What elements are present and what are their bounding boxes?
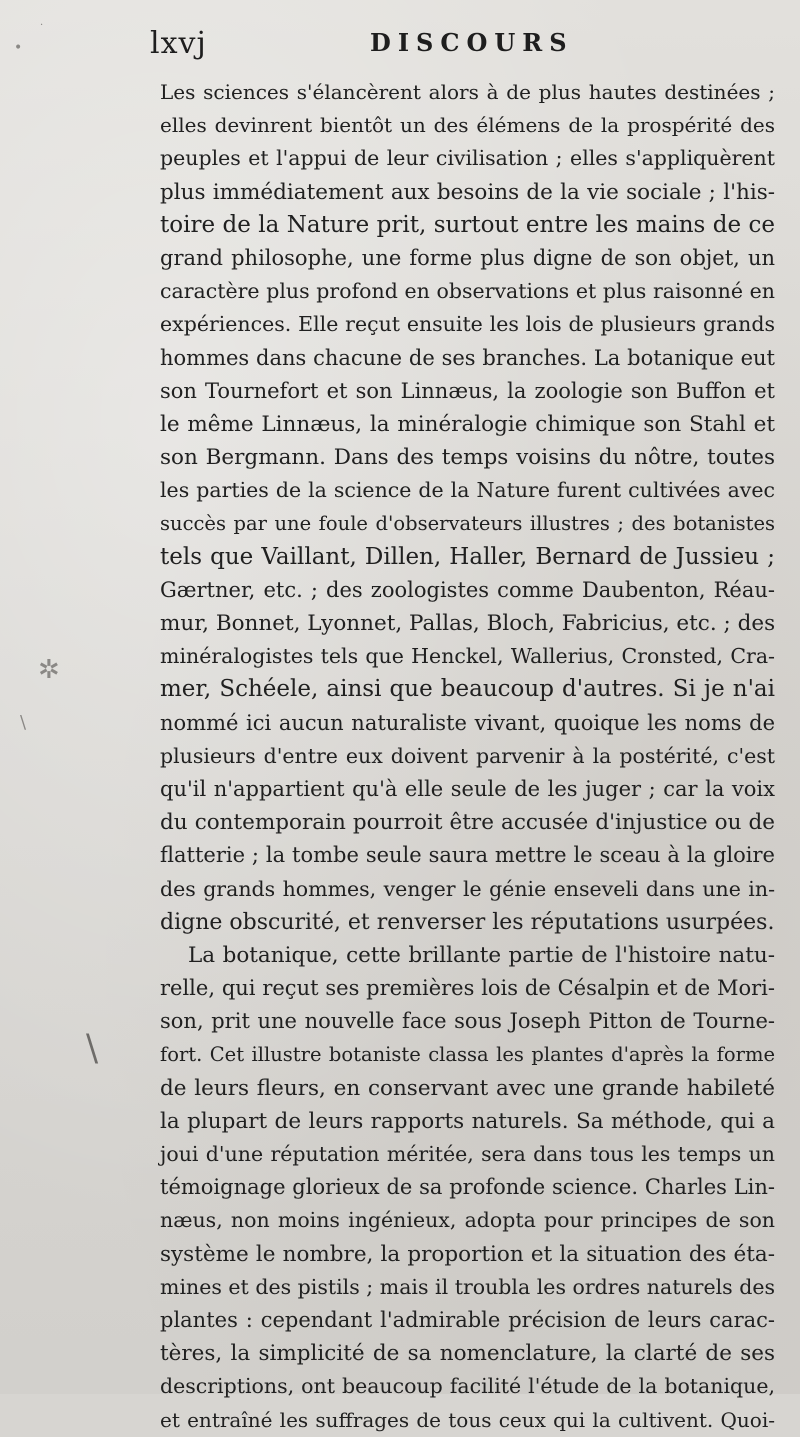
text-line: minéralogistes tels que Henckel, Wallerius, Cronsted, Cra- (160, 644, 775, 669)
text-line: tels que Vaillant, Dillen, Haller, Bernard de Jussieu ; (160, 543, 775, 570)
text-line: plus immédiatement aux besoins de la vie sociale ; l'his- (160, 179, 775, 205)
margin-mark-dot: • (14, 40, 23, 56)
paragraph-2 (160, 939, 775, 1437)
text-line: elles devinrent bientôt un des élémens de la prospérité des (160, 113, 775, 138)
body-text (160, 76, 775, 1437)
text-line: nommé ici aucun naturaliste vivant, quoique les noms de (160, 710, 775, 735)
margin-mark-stroke: \ (20, 712, 27, 733)
text-line: fort. Cet illustre botaniste classa les plantes d'après la forme (160, 1043, 775, 1067)
text-line: mines et des pistils ; mais il troubla les ordres naturels des (160, 1274, 775, 1299)
text-line: relle, qui reçut ses premières lois de Césalpin et de Mori- (160, 976, 775, 1001)
text-line: Gærtner, etc. ; des zoologistes comme Daubenton, Réau- (160, 577, 775, 602)
text-line: qu'il n'appartient qu'à elle seule de les juger ; car la voix (160, 776, 775, 801)
text-line: næus, non moins ingénieux, adopta pour principes de son (160, 1208, 775, 1233)
text-line: peuples et l'appui de leur civilisation ; elles s'appliquèrent (160, 146, 775, 171)
text-line: digne obscurité, et renverser les réputations usurpées. (160, 909, 775, 935)
text-line: de leurs fleurs, en conservant avec une grande habileté (160, 1075, 775, 1101)
text-line: son Tournefort et son Linnæus, la zoologie son Buffon et (160, 378, 775, 403)
margin-mark-dot: · (40, 20, 44, 31)
text-line: le même Linnæus, la minéralogie chimique son Stahl et (160, 411, 775, 437)
text-line: expériences. Elle reçut ensuite les lois de plusieurs grands (160, 312, 775, 337)
text-line: son, prit une nouvelle face sous Joseph Pitton de Tourne- (160, 1009, 775, 1034)
margin-mark-smudge: ✲ (38, 655, 60, 685)
text-line: succès par une foule d'observateurs illustres ; des botanistes (160, 512, 775, 536)
text-line: plusieurs d'entre eux doivent parvenir à la postérité, c'est (160, 743, 775, 768)
text-line: grand philosophe, une forme plus digne de son objet, un (160, 245, 775, 270)
text-line: système le nombre, la proportion et la situation des éta- (160, 1241, 775, 1267)
running-title: DISCOURS (370, 28, 574, 57)
text-line: du contemporain pourroit être accusée d'injustice ou de (160, 810, 775, 836)
text-line: toire de la Nature prit, surtout entre les mains de ce (160, 211, 775, 238)
text-line: flatterie ; la tombe seule saura mettre le sceau à la gloire (160, 843, 775, 868)
text-line: témoignage glorieux de sa profonde science. Charles Lin- (160, 1175, 775, 1200)
text-line: hommes dans chacune de ses branches. La botanique eut (160, 345, 775, 370)
paragraph-1 (160, 76, 775, 939)
text-line: des grands hommes, venger le génie enseveli dans une in- (160, 876, 775, 901)
text-line: les parties de la science de la Nature furent cultivées avec (160, 478, 775, 503)
text-line: tères, la simplicité de sa nomenclature, la clarté de ses (160, 1341, 775, 1367)
text-line: et entraîné les suffrages de tous ceux qui la cultivent. Quoi- (160, 1407, 775, 1432)
page-number: lxvj (150, 26, 207, 61)
text-line: son Bergmann. Dans des temps voisins du nôtre, toutes (160, 445, 775, 471)
text-line: descriptions, ont beaucoup facilité l'étude de la botanique, (160, 1374, 775, 1399)
margin-mark-stroke: \ (86, 1028, 99, 1069)
text-line: mur, Bonnet, Lyonnet, Pallas, Bloch, Fabricius, etc. ; des (160, 611, 776, 636)
text-line: la plupart de leurs rapports naturels. Sa méthode, qui a (160, 1108, 775, 1134)
text-line: Les sciences s'élancèrent alors à de plus hautes destinées ; (160, 80, 775, 104)
text-line: plantes : cependant l'admirable précision de leurs carac- (160, 1307, 775, 1332)
text-line: caractère plus profond en observations et plus raisonné en (160, 279, 775, 304)
text-line: mer, Schéele, ainsi que beaucoup d'autres. Si je n'ai (160, 676, 775, 703)
text-line: La botanique, cette brillante partie de l'histoire natu- (188, 942, 775, 968)
page-header (150, 20, 770, 70)
text-line: joui d'une réputation méritée, sera dans tous les temps un (160, 1142, 775, 1166)
